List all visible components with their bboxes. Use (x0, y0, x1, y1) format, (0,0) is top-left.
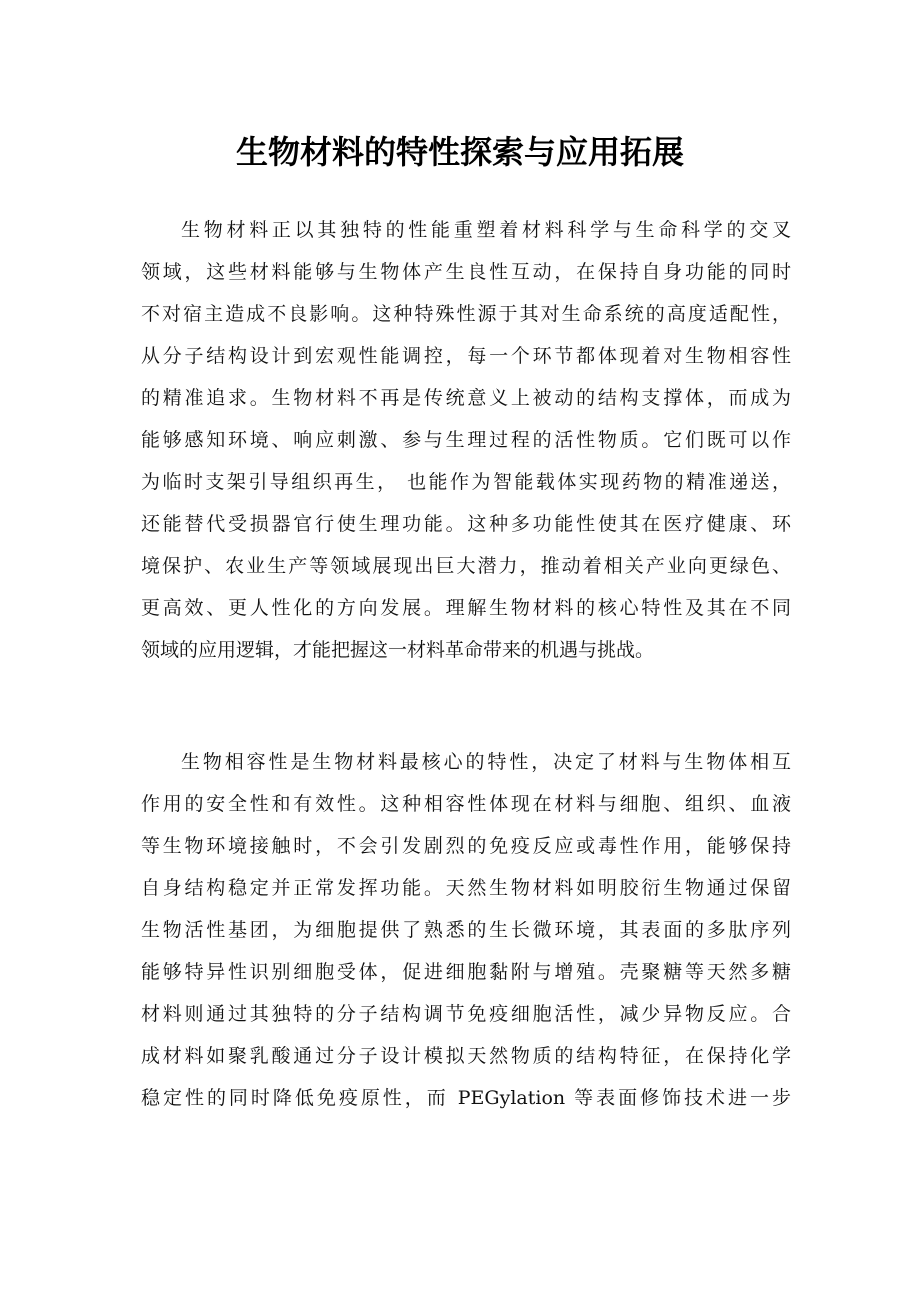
paragraph-line: 自身结构稳定并正常发挥功能。天然生物材料如明胶衍生物通过保留 (141, 877, 791, 899)
paragraph-line: 生物材料正以其独特的性能重塑着材料科学与生命科学的交叉 (181, 219, 791, 241)
document-title: 生物材料的特性探索与应用拓展 (235, 133, 684, 171)
paragraph-2 (141, 741, 791, 1119)
paragraph-line: 的精准追求。生物材料不再是传统意义上被动的结构支撑体，而成为 (141, 387, 791, 409)
paragraph-1 (141, 209, 791, 671)
paragraph-line: 生物活性基团，为细胞提供了熟悉的生长微环境，其表面的多肽序列 (141, 919, 791, 941)
paragraph-line: 稳定性的同时降低免疫原性，而 PEGylation 等表面修饰技术进一步 (141, 1087, 791, 1109)
paragraph-line: 等生物环境接触时，不会引发剧烈的免疫反应或毒性作用，能够保持 (141, 835, 791, 857)
paragraph-line: 不对宿主造成不良影响。这种特殊性源于其对生命系统的高度适配性， (141, 303, 791, 325)
paragraph-line: 能够感知环境、响应刺激、参与生理过程的活性物质。它们既可以作 (141, 429, 791, 451)
paragraph-line: 从分子结构设计到宏观性能调控，每一个环节都体现着对生物相容性 (141, 345, 791, 367)
paragraph-line: 作用的安全性和有效性。这种相容性体现在材料与细胞、组织、血液 (141, 793, 791, 815)
paragraph-line: 还能替代受损器官行使生理功能。这种多功能性使其在医疗健康、环 (141, 513, 791, 535)
paragraph-line: 成材料如聚乳酸通过分子设计模拟天然物质的结构特征，在保持化学 (141, 1045, 791, 1067)
paragraph-line: 领域，这些材料能够与生物体产生良性互动，在保持自身功能的同时 (141, 261, 791, 283)
paragraph-line: 更高效、更人性化的方向发展。理解生物材料的核心特性及其在不同 (141, 597, 791, 619)
paragraph-line: 能够特异性识别细胞受体，促进细胞黏附与增殖。壳聚糖等天然多糖 (141, 961, 791, 983)
paragraph-line: 领域的应用逻辑，才能把握这一材料革命带来的机遇与挑战。 (141, 639, 655, 661)
paragraph-line: 生物相容性是生物材料最核心的特性，决定了材料与生物体相互 (181, 751, 791, 773)
paragraph-line: 为临时支架引导组织再生， 也能作为智能载体实现药物的精准递送， (141, 471, 791, 493)
paragraph-line: 材料则通过其独特的分子结构调节免疫细胞活性，减少异物反应。合 (141, 1003, 791, 1025)
paragraph-line: 境保护、农业生产等领域展现出巨大潜力，推动着相关产业向更绿色、 (141, 555, 791, 577)
